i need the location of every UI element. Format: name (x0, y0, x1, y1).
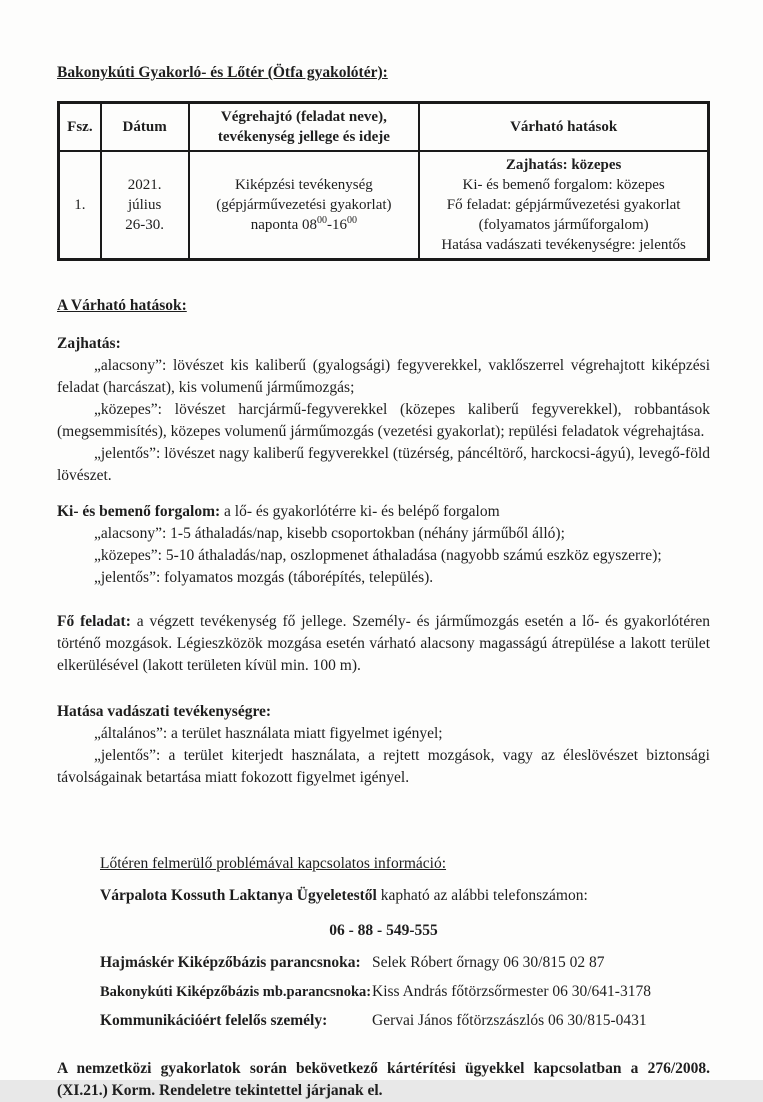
header-executor (189, 103, 420, 152)
hunting-level-high: „jelentős”: a terület kiterjedt használata, a rejtett mozgások, vagy az éleslövészet biztonsági távolságainak betartása miatt fokozott figyelmet igényel. (57, 747, 710, 786)
header-effects: Várható hatások (419, 103, 708, 152)
spacer (57, 789, 710, 853)
main-task-paragraph (57, 611, 710, 677)
contact-lead-bold: Várpalota Kossuth Laktanya Ügyeletestől (100, 887, 377, 904)
activity-line1: Kiképzési tevékenység (234, 177, 373, 193)
cell-activity (189, 151, 420, 260)
document-title: Bakonykúti Gyakorló- és Lőtér (Ötfa gyakolótér): (57, 64, 388, 81)
header-executor-line2: tevékenység jellege és ideje (217, 129, 390, 145)
schedule-prefix: naponta 08 (250, 217, 317, 233)
cell-fsz: 1. (59, 151, 101, 260)
main-task-lead-bold: Fő feladat: (57, 613, 131, 630)
contact-lead (100, 885, 710, 907)
hunting-level-general: „általános”: a terület használata miatt figyelmet igényel; (94, 725, 443, 742)
hunting-heading: Hatása vadászati tevékenységre: (57, 703, 272, 720)
effect-traffic: Ki- és bemenő forgalom: közepes (462, 177, 665, 193)
contact-label-bakonykuti: Bakonykúti Kiképzőbázis mb.parancsnoka: (100, 984, 372, 1000)
effect-main-task: Fő feladat: gépjárművezetési gyakorlat (446, 197, 681, 213)
traffic-level-medium: „közepes”: 5-10 áthaladás/nap, oszlopmenet áthaladása (nagyobb számú eszköz egyszerre); (94, 547, 662, 564)
contact-row (100, 952, 710, 974)
contact-value-bakonykuti: Kiss András főtörzsőrmester 06 30/641-3178 (372, 983, 651, 1000)
effect-main-task-note: (folyamatos járműforgalom) (478, 217, 649, 233)
datum-month: július (127, 197, 162, 213)
header-datum: Dátum (101, 103, 189, 152)
spacer (57, 487, 710, 501)
spacer (57, 589, 710, 611)
schedule-sup1: 00 (316, 215, 327, 226)
noise-heading: Zajhatás: (57, 335, 121, 352)
main-task-text: a végzett tevékenység fő jellege. Személy- és járműmozgás esetén a lő- és gyakorlótéren történő mozgások. Légieszközök mozgása esetén várható alacsony magasságú átrepülése a lakott terület elkerülésével (lakott területen kívül min. 100 m). (57, 613, 710, 674)
noise-level-medium: „közepes”: lövészet harcjármű-fegyverekkel (közepes kaliberű fegyverekkel), robbantások (megsemmisítés), közepes volumenű járműmozgás (vezetési gyakorlat); repülési feladatok végrehajtása. (57, 401, 710, 440)
contact-label-communication: Kommunikációért felelős személy: (100, 1012, 328, 1029)
footer-legal-note: A nemzetközi gyakorlatok során bekövetkező kártérítési ügyekkel kapcsolatban a 276/2008. (XI.21.) Korm. Rendeletre tekintettel járjanak el. (57, 1060, 710, 1099)
header-fsz: Fsz. (59, 103, 101, 152)
traffic-lead-bold: Ki- és bemenő forgalom: (57, 503, 221, 520)
effect-hunting: Hatása vadászati tevékenységre: jelentős (441, 237, 686, 253)
noise-level-low: „alacsony”: lövészet kis kaliberű (gyalogsági) fegyverekkel, vaklőszerrel végrehajtott kiképzési feladat (harcászat), kis volumenű járműmozgás; (57, 357, 710, 396)
traffic-level-high: „jelentős”: folyamatos mozgás (táborépítés, település). (94, 569, 434, 586)
datum-year: 2021. (127, 177, 162, 193)
contact-row (100, 981, 710, 1003)
activity-line2: (gépjárművezetési gyakorlat) (216, 197, 392, 213)
contact-label-hajmasker: Hajmáskér Kiképzőbázis parancsnoka: (100, 954, 361, 971)
activity-schedule (251, 217, 357, 233)
schedule-sup2: 00 (346, 215, 357, 226)
table-header-row (59, 103, 709, 152)
contact-block (100, 853, 710, 1032)
spacer (57, 677, 710, 701)
datum-days: 26-30. (125, 217, 164, 233)
contact-value-communication: Gervai János főtörzszászlós 06 30/815-0431 (372, 1012, 647, 1029)
schedule-table (57, 101, 710, 261)
traffic-lead (57, 501, 710, 523)
effects-section-heading: A Várható hatások: (57, 297, 187, 314)
traffic-lead-rest: a lő- és gyakorlótérre ki- és belépő forgalom (220, 503, 500, 520)
noise-level-high: „jelentős”: lövészet nagy kaliberű fegyverekkel (tüzérség, páncéltörő, harckocsi-ágyú), levegő-föld lövészet. (57, 445, 710, 484)
table-row (59, 151, 709, 260)
effect-noise: Zajhatás: közepes (505, 157, 622, 173)
header-executor-line1: Végrehajtó (feladat neve), (220, 109, 387, 125)
contact-info-title: Lőtéren felmerülő problémával kapcsolatos információ: (100, 855, 447, 872)
schedule-mid: -16 (326, 217, 347, 233)
cell-effects (419, 151, 708, 260)
traffic-level-low: „alacsony”: 1-5 áthaladás/nap, kisebb csoportokban (néhány járműből álló); (94, 525, 565, 542)
contact-value-hajmasker: Selek Róbert őrnagy 06 30/815 02 87 (372, 954, 605, 971)
contact-lead-rest: kapható az alábbi telefonszámon: (376, 887, 588, 904)
phone-number: 06 - 88 - 549-555 (329, 922, 438, 939)
contact-row (100, 1010, 710, 1032)
cell-datum (101, 151, 189, 260)
